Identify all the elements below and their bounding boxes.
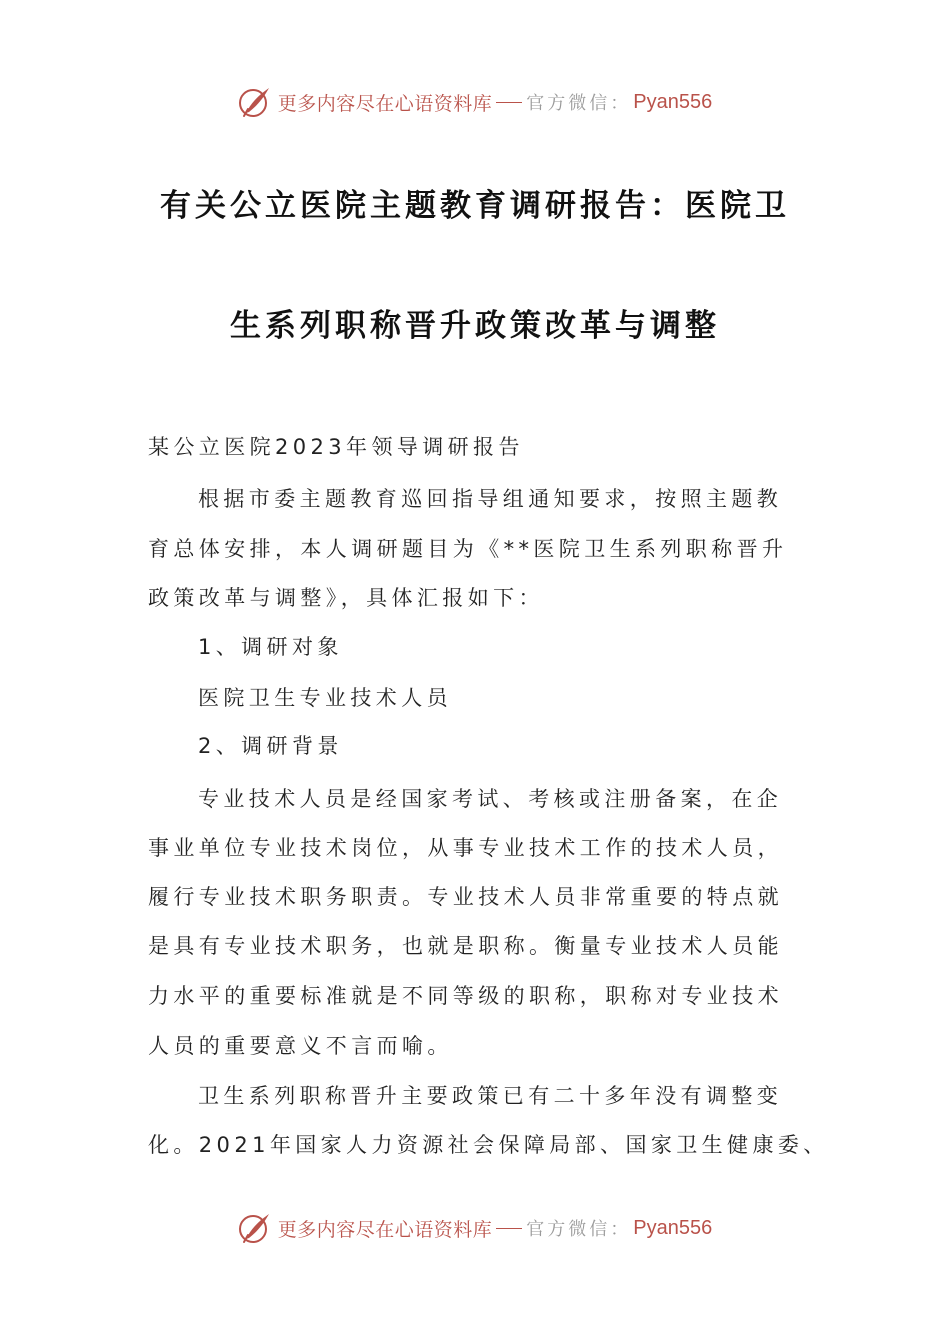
watermark-dash — [496, 102, 522, 103]
paragraph-line: 化。2021年国家人力资源社会保障局部、国家卫生健康委、 — [148, 1133, 829, 1157]
watermark-brand-text: 更多内容尽在心语资料库 — [277, 92, 493, 115]
watermark-official-label: 官方微信： — [526, 1219, 632, 1240]
paragraph-line: 医院卫生专业技术人员 — [198, 686, 452, 710]
paragraph-line: 根据市委主题教育巡回指导组通知要求，按照主题教 — [198, 487, 783, 511]
quill-pen-logo-icon — [238, 85, 272, 119]
watermark-official-label: 官方微信： — [526, 93, 632, 114]
watermark-dash — [496, 1228, 522, 1229]
paragraph-line: 力水平的重要标准就是不同等级的职称，职称对专业技术 — [148, 984, 783, 1008]
paragraph-line: 卫生系列职称晋升主要政策已有二十多年没有调整变 — [198, 1084, 783, 1108]
quill-pen-logo-icon — [238, 1211, 272, 1245]
paragraph-line: 政策改革与调整》，具体汇报如下： — [148, 586, 544, 610]
header-watermark — [0, 82, 950, 122]
paragraph-line: 事业单位专业技术岗位，从事专业技术工作的技术人员， — [148, 836, 783, 860]
paragraph-line: 人员的重要意义不言而喻。 — [148, 1034, 453, 1058]
watermark-wechat-id: Pyan556 — [633, 1216, 713, 1239]
footer-watermark — [0, 1208, 950, 1248]
paragraph-line: 履行专业技术职务职责。专业技术人员非常重要的特点就 — [148, 885, 783, 909]
paragraph-line: 育总体安排，本人调研题目为《**医院卫生系列职称晋升 — [148, 537, 788, 561]
watermark-wechat-id: Pyan556 — [633, 90, 713, 113]
section-heading: 2、调研背景 — [198, 734, 343, 758]
paragraph-line: 专业技术人员是经国家考试、考核或注册备案，在企 — [198, 787, 783, 811]
subtitle-line: 某公立医院2023年领导调研报告 — [148, 435, 524, 459]
section-heading: 1、调研对象 — [198, 635, 343, 659]
document-title-line-1: 有关公立医院主题教育调研报告：医院卫 — [160, 188, 790, 224]
paragraph-line: 是具有专业技术职务，也就是职称。衡量专业技术人员能 — [148, 934, 783, 958]
document-title-line-2: 生系列职称晋升政策改革与调整 — [230, 308, 720, 344]
watermark-brand-text: 更多内容尽在心语资料库 — [277, 1218, 493, 1241]
